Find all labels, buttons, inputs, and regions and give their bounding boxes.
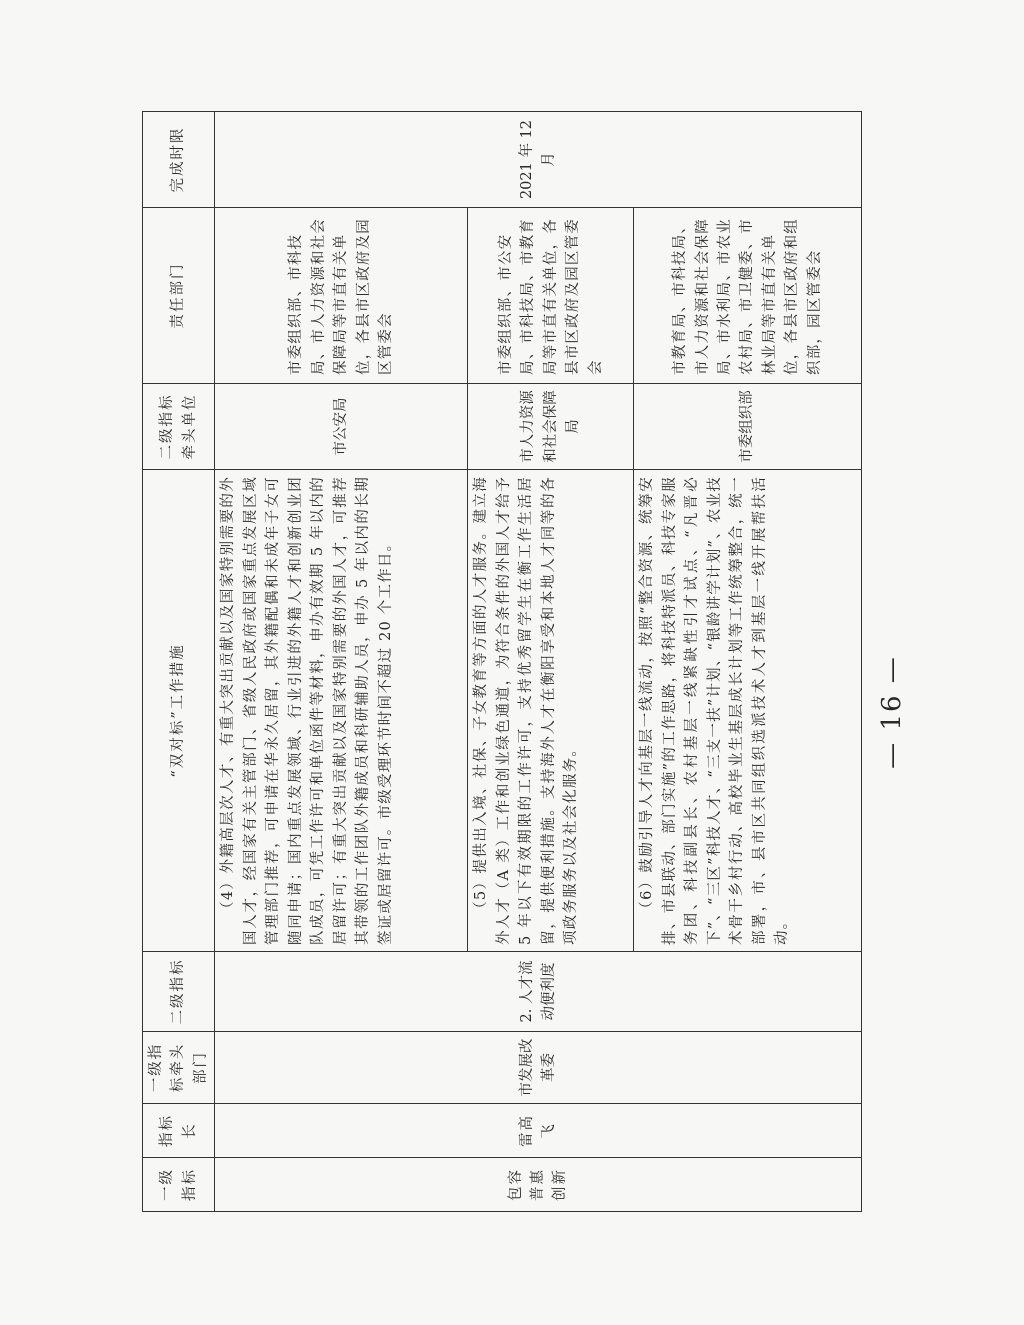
- lead-unit-cell: 市委组织部: [634, 384, 862, 470]
- measure-text: （4）外籍高层次人才、有重大突出贡献以及国家特别需要的外国人才，经国家有关主管部门、省级人民政府或国家重点发展区域管理部门推荐，可申请在华永久居留，其外籍配偶和未成年子女可随同申请；国内重点发展领域、行业引进的外籍人才和创新创业团队成员，可凭工作许可和单位函件等材料，申办有效期 5 年以内的居留许可；有重大突出贡献以及国家特别需要的外国人才，可推荐其带领的工作团队外籍成员和科研辅助人员，申办 5 年以内的长期签证或居留许可。市级受理环节时间不超过 20 个工作日。: [220, 476, 394, 945]
- responsible-cell: 市委组织部、市科技局、市人力资源和社会保障局等市直有关单位，各县市区政府及园区管委会: [215, 208, 468, 384]
- level1-indicator-cell: 包容普惠创新: [215, 1158, 862, 1212]
- measure-text: （5）提供出入境、社保、子女教育等方面的人才服务。建立海外人才（A 类）工作和创业绿色通道，为符合条件的外国人才给予 5 年以下有效期限的工作许可，支持优秀留学生在衡工作生活居留，提供便利措施。支持海外人才在衡阳享受和本地人才同等的各项政务服务以及社会化服务。: [473, 476, 580, 945]
- table-row: [215, 112, 468, 1212]
- header-level2-lead-unit: 二级指标牵头单位: [143, 384, 215, 470]
- rotated-table-page: [132, 97, 907, 1227]
- level2-indicator-cell: 2. 人才流动便利度: [215, 952, 862, 1032]
- measure-cell: [468, 470, 634, 952]
- header-indicator-leader: 指标长: [143, 1104, 215, 1158]
- responsible-cell: 市委组织部、市公安局、市科技局、市教育局等市直有关单位，各县市区政府及园区管委会: [468, 208, 634, 384]
- header-level1-lead-dept: 一级指标牵头部门: [143, 1032, 215, 1104]
- deadline-cell: 2021 年 12 月: [215, 112, 862, 208]
- lead-unit-cell: 市人力资源和社会保障局: [468, 384, 634, 470]
- header-responsible-depts: 责任部门: [143, 208, 215, 384]
- header-measures: “双对标”工作措施: [143, 470, 215, 952]
- table-header-row: [143, 112, 215, 1212]
- measures-table: [142, 111, 862, 1212]
- level1-lead-dept-cell: 市发展改革委: [215, 1032, 862, 1104]
- measure-cell: [215, 470, 468, 952]
- measure-text: （6）鼓励引导人才向基层一线流动，按照“整合资源、统筹安排、市县联动、部门实施”的工作思路，将科技特派员、科技专家服务团、科技副县长、农村基层一线紧缺性引才试点、“凡晋必下”、“三区”科技人才、“三支一扶”计划、“银龄讲学计划”、农业技术骨干乡村行动、高校毕业生基层成长计划等工作统筹整合，统一部署，市、县市区共同组织选派技术人才到基层一线开展帮扶活动。: [639, 476, 791, 945]
- header-level1-indicator: 一级指标: [143, 1158, 215, 1212]
- header-level2-indicator: 二级指标: [143, 952, 215, 1032]
- lead-unit-cell: 市公安局: [215, 384, 468, 470]
- measure-cell: [634, 470, 862, 952]
- indicator-leader-cell: 雷高飞: [215, 1104, 862, 1158]
- header-deadline: 完成时限: [143, 112, 215, 208]
- page-number: — 16 —: [877, 655, 907, 769]
- responsible-cell: 市教育局、市科技局、市人力资源和社会保障局、市水利局、市农业农村局、市卫健委、市林业局等市直有关单位，各县市区政府和组织部，园区管委会: [634, 208, 862, 384]
